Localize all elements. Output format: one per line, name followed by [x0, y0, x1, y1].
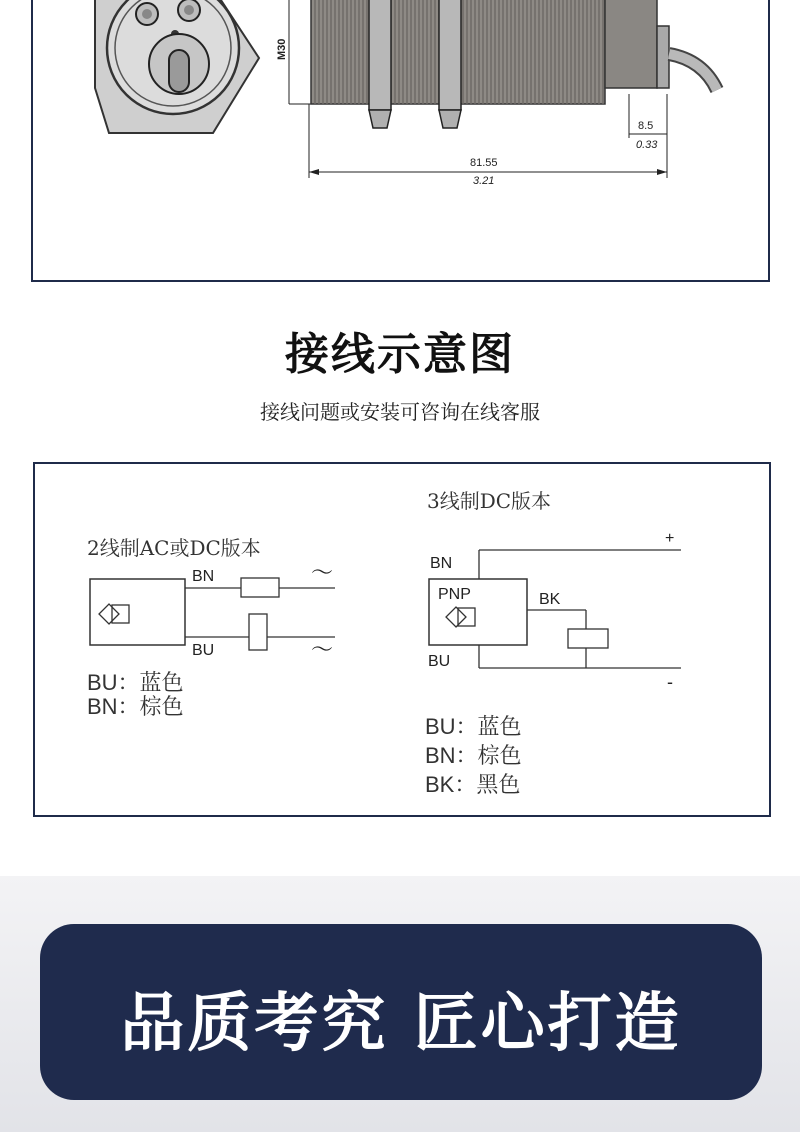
dim-length-in: 3.21 [473, 175, 495, 187]
section-subtitle: 接线问题或安装可咨询在线客服 [260, 400, 540, 424]
ac-symbol-bottom: 〜 [311, 637, 334, 662]
thread-label: M30 [276, 38, 288, 60]
right-bu-label: BU [428, 653, 451, 670]
right-legend-bu: BU：蓝色 [425, 714, 522, 739]
bk-label: BK [539, 591, 561, 608]
right-legend-bk: BK：黑色 [425, 772, 521, 797]
dimension-drawing-panel [31, 0, 770, 282]
left-legend-bn: BN：棕色 [87, 694, 184, 719]
left-bn-label: BN [192, 568, 215, 585]
proximity-sensor-icon [99, 604, 129, 624]
quality-banner [40, 924, 762, 1100]
two-wire-title: 2线制AC或DC版本 [87, 536, 261, 560]
wiring-diagram-panel [33, 462, 771, 817]
two-wire-diagram [87, 536, 335, 719]
proximity-sensor-icon [446, 607, 475, 627]
pnp-label: PNP [438, 586, 471, 603]
three-wire-diagram [425, 489, 681, 797]
three-wire-title: 3线制DC版本 [427, 489, 552, 513]
sensor-end-view [95, 0, 259, 133]
right-bn-label: BN [430, 555, 453, 572]
left-legend-bu: BU：蓝色 [87, 670, 184, 695]
sensor-dimension-drawing [33, 0, 768, 280]
right-legend-bn: BN：棕色 [425, 743, 522, 768]
banner-slogan: 品质考究 匠心打造 [120, 987, 682, 1061]
dim-length-mm: 81.55 [470, 157, 498, 169]
dim-small-mm: 8.5 [638, 120, 654, 132]
ac-symbol-top: 〜 [311, 560, 334, 585]
minus-symbol: - [667, 672, 673, 692]
sensor-body [311, 0, 717, 128]
wiring-diagrams [35, 464, 769, 815]
left-bu-label: BU [192, 642, 215, 659]
dim-small-in: 0.33 [636, 139, 658, 151]
plus-symbol: + [665, 530, 675, 547]
section-title: 接线示意图 [285, 329, 515, 380]
